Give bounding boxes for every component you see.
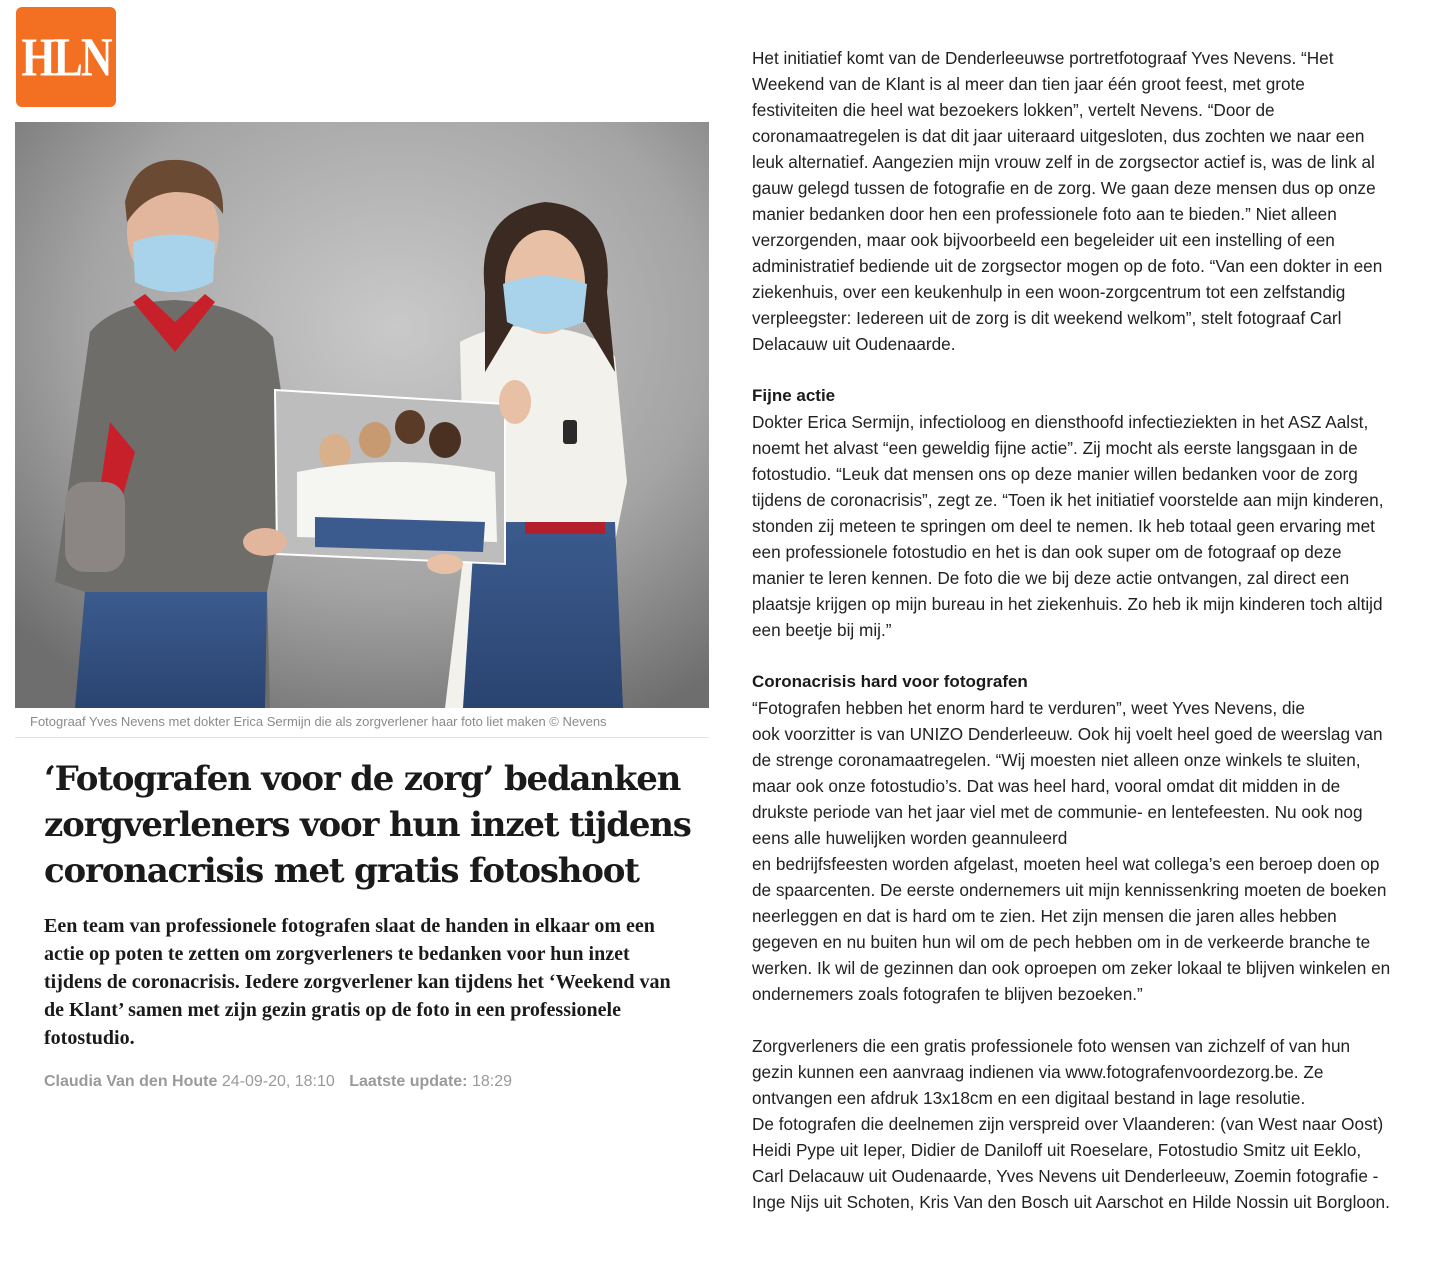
article-intro: Een team van professionele fotografen slaat de handen in elkaar om een actie op poten te zetten om zorgverleners te bedanken voor hun inzet tijdens de coronacrisis. Iedere zorgverlener kan tijdens het ‘Weekend van de Klant’ samen met zijn gezin gratis op de foto in een professionele fotostudio. (44, 915, 671, 1049)
subheading: Coronacrisis hard voor fotografen (752, 672, 1028, 691)
paragraph: De fotografen die deelnemen zijn verspreid over Vlaanderen: (van West naar Oost) Heidi Pype uit Ieper, Didier de Daniloff uit Roeselare, Fotostudio Smitz uit Eeklo, Carl Delacauw uit Oudenaarde, Yves Nevens uit Denderleeuw, Zoemin fotografie - Inge Nijs uit Schoten, Kris Van den Bosch uit Aarschot en Hilde Nossin uit Borgloon. (752, 1114, 1390, 1212)
logo-text: HLN (21, 26, 111, 88)
author-name[interactable]: Claudia Van den Houte (44, 1073, 218, 1090)
publish-date: 24-09-20, 18:10 (221, 1073, 335, 1090)
divider (15, 737, 709, 738)
paragraph: Het initiatief komt van de Denderleeuwse portretfotograaf Yves Nevens. “Het Weekend van de Klant is al meer dan tien jaar één groot feest, met grote festiviteiten die heel wat bezoekers lokken”, vertelt Nevens. “Door de coronamaatregelen is dat dit jaar uiteraard uitgesloten, dus zochten we naar een leuk alternatief. Aangezien mijn vrouw zelf in de zorgsector actief is, was de link al gauw gelegd tussen de fotografie en de zorg. We gaan deze mensen dus op onze manier bedanken door hen een professionele foto aan te bieden.” Niet alleen verzorgenden, maar ook bijvoorbeeld een begeleider uit een instelling of een administratief bediende uit de zorgsector mogen op de foto. “Van een dokter in een ziekenhuis, over een keukenhulp in een woon-zorgcentrum tot een zelfstandig verpleegster: Iedereen uit de zorg is dit weekend welkom”, stelt fotograaf Carl Delacauw uit Oudenaarde. (752, 48, 1383, 354)
paragraph-line: “Fotografen hebben het enorm hard te verduren”, weet Yves Nevens, die (752, 698, 1305, 718)
hln-logo[interactable] (16, 7, 116, 107)
subheading: Fijne actie (752, 386, 836, 405)
article-meta (44, 1073, 512, 1091)
paragraph-line: en bedrijfsfeesten worden afgelast, moeten heel wat collega’s een beroep doen op de spaarcenten. De eerste ondernemers uit mijn kennissenkring moeten de boeken neerleggen en dat is hard om te zien. Het zijn mensen die jaren alles hebben gegeven en nu buiten hun wil om de pech hebben om in de verkeerde branche te werken. Ik wil de gezinnen dan ook oproepen om zeker lokaal te blijven winkelen en ondernemers zoals fotografen te blijven bezoeken.” (752, 854, 1391, 1004)
update-label: Laatste update: (349, 1073, 468, 1090)
photo-illustration (15, 122, 709, 708)
article-headline: ‘Fotografen voor de zorg’ bedanken zorgverleners voor hun inzet tijdens coronacrisis met gratis fotoshoot (44, 759, 691, 891)
update-time: 18:29 (471, 1073, 512, 1090)
paragraph: Dokter Erica Sermijn, infectioloog en diensthoofd infectieziekten in het ASZ Aalst, noemt het alvast “een geweldig fijne actie”. Zij mocht als eerste langsgaan in de fotostudio. “Leuk dat mensen ons op deze manier willen bedanken voor de zorg tijdens de coronacrisis”, zegt ze. “Toen ik het initiatief voorstelde aan mijn kinderen, stonden zij meteen te springen om deel te nemen. Ik heb totaal geen ervaring met een professionele fotostudio en het is dan ook super om de fotograaf op deze manier te leren kennen. De foto die we bij deze actie ontvangen, zal direct een plaatsje krijgen op mijn bureau in het ziekenhuis. Zo heb ik mijn kinderen toch altijd een beetje bij mij.” (752, 412, 1384, 640)
article-body (752, 45, 1392, 1215)
paragraph: Zorgverleners die een gratis professionele foto wensen van zichzelf of van hun gezin kunnen een aanvraag indienen via www.fotografenvoordezorg.be. Ze ontvangen een afdruk 13x18cm en een digitaal bestand in lage resolutie. (752, 1036, 1351, 1108)
paragraph-line: ook voorzitter is van UNIZO Denderleeuw. Ook hij voelt heel goed de weerslag van de strenge coronamaatregelen. “Wij moesten niet alleen onze winkels te sluiten, maar ook onze fotostudio’s. Dat was heel hard, vooral omdat dit midden in de drukste periode van het jaar viel met de communie- en lentefeesten. Nu ook nog eens alle huwelijken worden geannuleerd (752, 724, 1383, 848)
photo-caption: Fotograaf Yves Nevens met dokter Erica Sermijn die als zorgverlener haar foto liet maken © Nevens (30, 714, 607, 729)
article-photo (15, 122, 709, 708)
